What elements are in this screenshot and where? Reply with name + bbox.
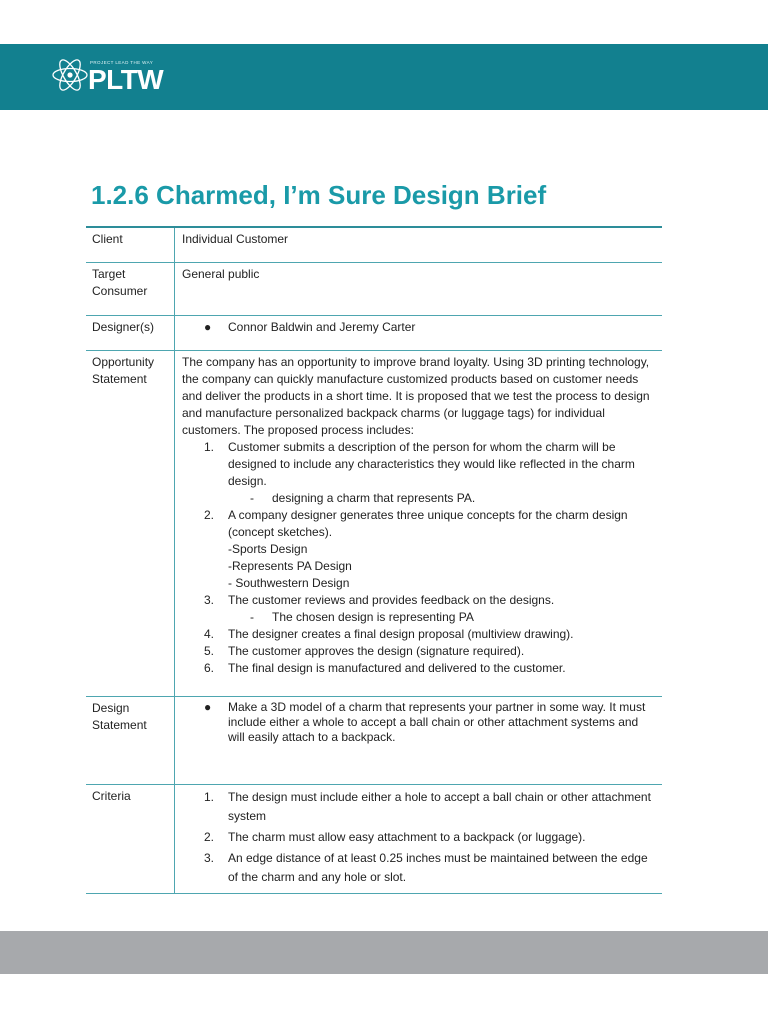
list-item (182, 319, 656, 336)
step-text: A company designer generates three unique concepts for the charm design (concept sketches). (228, 507, 628, 539)
dash-icon: - (250, 609, 254, 624)
target-value: General public (182, 266, 260, 281)
target-label: Target Consumer (86, 262, 175, 315)
bullet-icon: ● (204, 699, 212, 714)
designers-label: Designer(s) (86, 315, 175, 350)
list-item (182, 439, 656, 507)
step-subpoint: designing a charm that represents PA. (272, 490, 476, 505)
pltw-logo (50, 52, 180, 98)
step-subpoint: The chosen design is representing PA (272, 609, 474, 624)
row-criteria (86, 784, 662, 893)
criteria-label: Criteria (86, 784, 175, 893)
step-text: The customer reviews and provides feedback on the designs. (228, 592, 555, 607)
designers-list (182, 319, 656, 336)
step-number: 6. (204, 660, 215, 675)
concept-line: -Represents PA Design (228, 558, 352, 573)
design-brief-table (86, 226, 662, 894)
criterion-number: 2. (204, 829, 215, 844)
step-number: 1. (204, 439, 215, 454)
row-target-consumer (86, 262, 662, 315)
list-item (182, 828, 656, 847)
row-client (86, 227, 662, 262)
row-opportunity (86, 350, 662, 696)
step-text: The designer creates a final design proposal (multiview drawing). (228, 626, 574, 641)
footer-bar (0, 931, 768, 974)
list-item (182, 700, 656, 745)
step-number: 3. (204, 592, 215, 607)
designers-value: Connor Baldwin and Jeremy Carter (228, 319, 416, 334)
logo-wordmark: PLTW (88, 64, 164, 95)
client-label: Client (86, 227, 175, 262)
logo-tagline: PROJECT LEAD THE WAY (90, 60, 154, 65)
criterion-text: The design must include either a hole to accept a ball chain or other attachment system (228, 789, 651, 823)
process-steps-list (182, 439, 656, 677)
list-item (182, 788, 656, 826)
list-item (182, 626, 656, 643)
step-text: The customer approves the design (signature required). (228, 643, 525, 658)
row-designers (86, 315, 662, 350)
atom-icon (50, 52, 90, 98)
step-text: The final design is manufactured and delivered to the customer. (228, 660, 566, 675)
criterion-text: An edge distance of at least 0.25 inches must be maintained between the edge of the charm and any hole or slot. (228, 850, 648, 884)
concept-line: - Southwestern Design (228, 575, 350, 590)
design-statement-list (182, 700, 656, 745)
design-value: Make a 3D model of a charm that represents your partner in some way. It must include either a whole to accept a ball chain or other attachment systems and will easily attach to a backpack. (228, 699, 646, 744)
design-label: Design Statement (86, 696, 175, 784)
step-number: 5. (204, 643, 215, 658)
criteria-list (182, 788, 656, 887)
dash-icon: - (250, 490, 254, 505)
criterion-text: The charm must allow easy attachment to a backpack (or luggage). (228, 829, 586, 844)
opportunity-label: Opportunity Statement (86, 350, 175, 696)
step-text: Customer submits a description of the person for whom the charm will be designed to include any characteristics they would like reflected in the charm design. (228, 439, 635, 488)
list-item (182, 643, 656, 660)
list-item (182, 592, 656, 626)
client-value: Individual Customer (182, 232, 289, 246)
opportunity-intro: The company has an opportunity to improve brand loyalty. Using 3D printing technology, the company can quickly manufacture customized products based on customer needs and deliver the products in a short time. It is proposed that we test the process to design and manufacture personalized backpack charms (or luggage tags) for individual customers. The proposed process includes: (182, 354, 650, 437)
criterion-number: 1. (204, 789, 215, 804)
page-title: 1.2.6 Charmed, I’m Sure Design Brief (91, 180, 547, 210)
list-item (182, 660, 656, 677)
row-design-statement (86, 696, 662, 784)
step-number: 4. (204, 626, 215, 641)
list-item (182, 849, 656, 887)
step-number: 2. (204, 507, 215, 522)
list-item (182, 507, 656, 592)
concept-line: -Sports Design (228, 541, 308, 556)
criterion-number: 3. (204, 850, 215, 865)
bullet-icon: ● (204, 319, 212, 334)
